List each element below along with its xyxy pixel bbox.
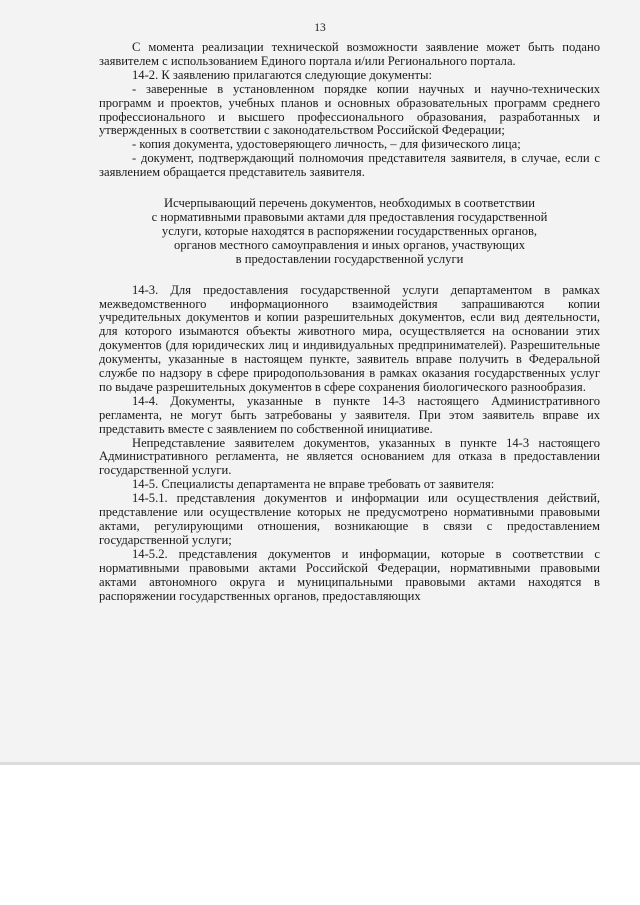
paragraph-14-5-1: 14-5.1. представления документов и информации или осуществления действий, представление или осуществление которых не предусмотрено нормативными правовыми актами, регулирующими отношения, возникающие в связи с предоставлением государственной услуги;: [99, 491, 600, 547]
heading-line: услуги, которые находятся в распоряжении государственных органов,: [161, 223, 538, 238]
intro-paragraph: С момента реализации технической возможности заявление может быть подано заявителем с использованием Единого портала и/или Регионального портала.: [99, 40, 600, 68]
paragraph-14-5-2: 14-5.2. представления документов и информации, которые в соответствии с нормативными правовыми актами Российской Федерации, нормативными правовыми актами автономного округа и муниципальными правовыми актами находятся в распоряжении государственных органов, предоставляющих: [99, 546, 600, 603]
paragraph-14-3: 14-3. Для предоставления государственной услуги департаментом в рамках межведомственного информационного взаимодействия запрашиваются копии учредительных документов и копии разрешительных документов, если вид деятельности, для которого изымаются объекты животного мира, осуществляется на основании этих документов (для юридических лиц и индивидуальных предпринимателей). Разрешительные документы, указанные в настоящем пункте, заявитель вправе получить в Федеральной службе по надзору в сфере природопользования в рамках оказания государственных услуг по выдаче разрешительных документов в сфере сохранения биологического разнообразия.: [99, 282, 600, 394]
section-14-2-lead: 14-2. К заявлению прилагаются следующие документы:: [132, 67, 432, 82]
paragraph-14-5: 14-5. Специалисты департамента не вправе требовать от заявителя:: [132, 477, 495, 492]
heading-line: с нормативными правовыми актами для предоставления государственной: [151, 209, 548, 224]
list-item: - копия документа, удостоверяющего личность, – для физического лица;: [132, 137, 521, 152]
heading-line: Исчерпывающий перечень документов, необходимых в соответствии: [164, 196, 535, 211]
heading-line: органов местного самоуправления и иных органов, участвующих: [173, 237, 526, 252]
heading-line: в предоставлении государственной услуги: [235, 251, 464, 266]
document-body: [99, 41, 600, 603]
paragraph-non-submission: Непредставление заявителем документов, указанных в пункте 14-3 настоящего Административного регламента, не является основанием для отказа в предоставлении государственной услуги.: [99, 435, 600, 478]
section-heading: [99, 197, 600, 267]
page-number: 13: [314, 22, 326, 34]
list-item: - заверенные в установленном порядке копии научных и научно-технических программ и проектов, учебных планов и основных образовательных программ среднего профессионального и высшего профессионального образования, разработанных и утвержденных в соответствии с законодательством Российской Федерации;: [99, 81, 600, 138]
list-item: - документ, подтверждающий полномочия представителя заявителя, в случае, если с заявлением обращается представитель заявителя.: [99, 151, 600, 180]
paragraph-14-4: 14-4. Документы, указанные в пункте 14-3 настоящего Административного регламента, не могут быть затребованы у заявителя. При этом заявитель вправе их представить вместе с заявлением по собственной инициативе.: [99, 393, 600, 436]
